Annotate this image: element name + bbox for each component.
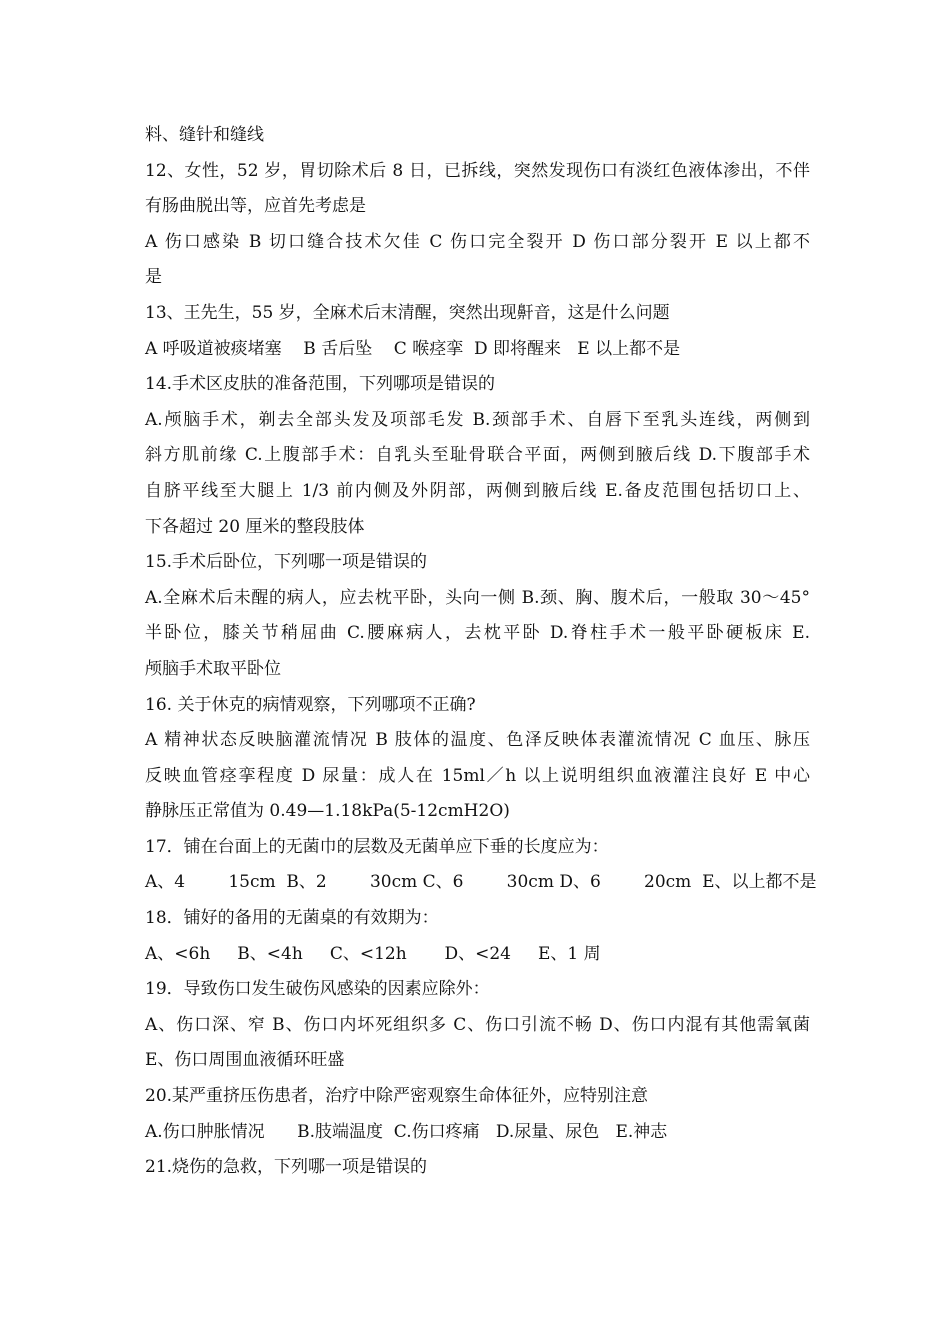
question-12-options: A 伤口感染 B 切口缝合技术欠佳 C 伤口完全裂开 D 伤口部分裂开 E 以上都不 xyxy=(145,231,810,252)
text-line: 半卧位，膝关节稍屈曲 C.腰麻病人，去枕平卧 D.脊柱手术一般平卧硬板床 E. xyxy=(145,623,810,644)
question-21-stem: 21.烧伤的急救，下列哪一项是错误的 xyxy=(145,1157,428,1178)
question-18-options: A、<6h B、<4h C、<12h D、<24 E、1 周 xyxy=(145,943,601,964)
text-line: 颅脑手术取平卧位 xyxy=(145,658,281,679)
question-20-options: A.伤口肿胀情况 B.肢端温度 C.伤口疼痛 D.尿量、尿色 E.神志 xyxy=(145,1121,668,1142)
text-line: 自脐平线至大腿上 1/3 前内侧及外阴部，两侧到腋后线 E.备皮范围包括切口上、 xyxy=(145,480,810,501)
question-13-options: A 呼吸道被痰堵塞 B 舌后坠 C 喉痉挛 D 即将醒来 E 以上都不是 xyxy=(145,338,681,359)
text-line: 下各超过 20 厘米的整段肢体 xyxy=(145,516,365,537)
question-16-options: A 精神状态反映脑灌流情况 B 肢体的温度、色泽反映体表灌流情况 C 血压、脉压 xyxy=(145,730,810,751)
document-body xyxy=(145,118,817,1186)
text-line: 斜方肌前缘 C.上腹部手术：自乳头至耻骨联合平面，两侧到腋后线 D.下腹部手术 xyxy=(145,445,810,466)
question-18-stem: 18．铺好的备用的无菌桌的有效期为： xyxy=(145,908,439,929)
question-19-stem: 19．导致伤口发生破伤风感染的因素应除外： xyxy=(145,979,490,1000)
question-19-options: A、伤口深、窄 B、伤口内坏死组织多 C、伤口引流不畅 D、伤口内混有其他需氧菌 xyxy=(145,1014,810,1035)
text-line: 有肠曲脱出等，应首先考虑是 xyxy=(145,196,366,217)
question-15-options: A.全麻术后未醒的病人，应去枕平卧，头向一侧 B.颈、胸、腹术后，一般取 30～45° xyxy=(145,587,810,608)
text-line: E、伤口周围血液循环旺盛 xyxy=(145,1050,345,1071)
text-line: 静脉压正常值为 0.49—1.18kPa(5-12cmH2O) xyxy=(145,801,510,822)
text-line: 是 xyxy=(145,267,162,288)
question-17-stem: 17．铺在台面上的无菌巾的层数及无菌单应下垂的长度应为： xyxy=(145,836,609,857)
question-13-stem: 13、王先生，55 岁，全麻术后末清醒，突然出现鼾音，这是什么问题 xyxy=(145,302,670,323)
question-15-stem: 15.手术后卧位，下列哪一项是错误的 xyxy=(145,552,428,573)
text-line: 料、缝针和缝线 xyxy=(145,125,264,145)
question-16-stem: 16. 关于休克的病情观察，下列哪项不正确? xyxy=(145,694,476,715)
question-14-options: A.颅脑手术，剃去全部头发及项部毛发 B.颈部手术、自唇下至乳头连线，两侧到 xyxy=(145,409,810,430)
question-14-stem: 14.手术区皮肤的准备范围，下列哪项是错误的 xyxy=(145,374,496,395)
question-17-options: A、4 15cm B、2 30cm C、6 30cm D、6 20cm E、以上都不是 xyxy=(145,872,817,893)
text-line: 反映血管痉挛程度 D 尿量：成人在 15ml／h 以上说明组织血液灌注良好 E 中心 xyxy=(145,765,810,786)
question-12-stem: 12、女性，52 岁，胃切除术后 8 日，已拆线，突然发现伤口有淡红色液体渗出，不伴 xyxy=(145,160,810,181)
question-20-stem: 20.某严重挤压伤患者，治疗中除严密观察生命体征外，应特别注意 xyxy=(145,1086,649,1107)
